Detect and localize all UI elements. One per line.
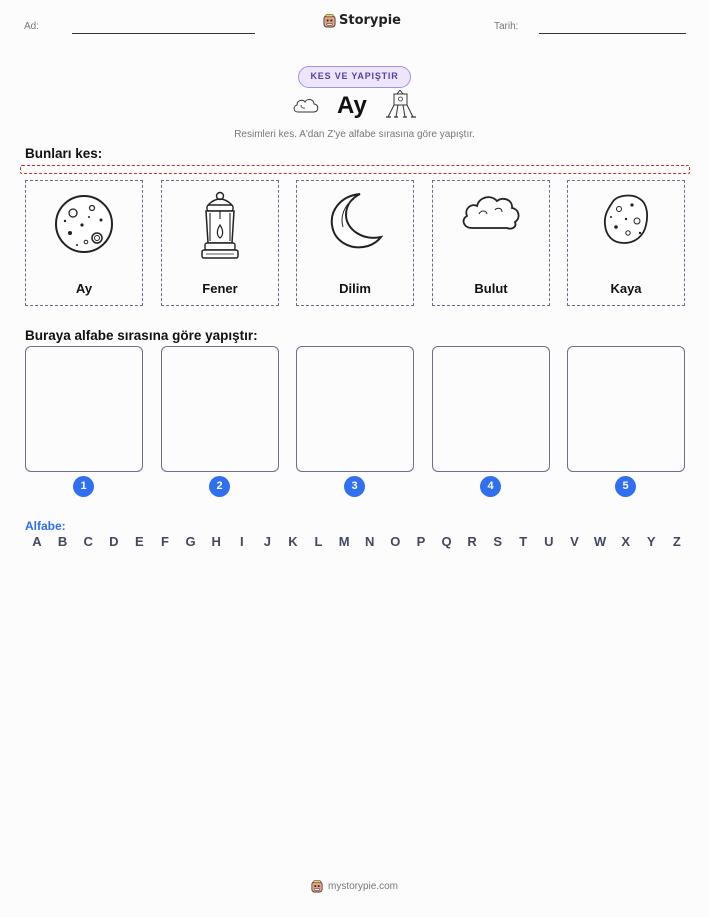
date-label: Tarih: bbox=[494, 21, 519, 32]
alphabet-letter: U bbox=[544, 534, 554, 549]
alphabet-letter: A bbox=[32, 534, 42, 549]
cut-card-bulut[interactable] bbox=[432, 180, 550, 306]
alphabet-letter: V bbox=[570, 534, 579, 549]
activity-badge: KES VE YAPIŞTIR bbox=[298, 66, 411, 88]
cut-card-kaya[interactable] bbox=[567, 180, 685, 306]
footer-url[interactable]: mystorypie.com bbox=[327, 881, 398, 892]
alphabet-letter: E bbox=[135, 534, 144, 549]
alphabet-letter: R bbox=[467, 534, 477, 549]
alphabet-letter: B bbox=[57, 534, 68, 549]
card-label: Fener bbox=[202, 281, 238, 296]
alphabet-letter: Z bbox=[672, 534, 681, 549]
card-label: Dilim bbox=[339, 281, 371, 296]
alphabet-letter: L bbox=[314, 534, 323, 549]
number-badge-1: 1 bbox=[73, 476, 94, 497]
number-badge-2: 2 bbox=[209, 476, 230, 497]
alphabet-letter: J bbox=[263, 534, 271, 549]
brand-name: Storypie bbox=[339, 13, 401, 28]
card-label: Kaya bbox=[610, 281, 642, 296]
alphabet-letter: O bbox=[390, 534, 401, 549]
alphabet-letter: N bbox=[365, 534, 375, 549]
worksheet-header bbox=[0, 0, 709, 50]
paste-box-5[interactable] bbox=[567, 346, 685, 472]
page-title: Ay bbox=[337, 92, 367, 119]
alphabet-letter: I bbox=[239, 534, 244, 549]
number-badge-4: 4 bbox=[480, 476, 501, 497]
cut-card-ay[interactable] bbox=[25, 180, 143, 306]
instructions: Resimleri kes. A'dan Z'ye alfabe sırasına göre yapıştır. bbox=[234, 129, 475, 140]
alphabet-letter: P bbox=[416, 534, 426, 549]
alphabet-letter: C bbox=[83, 534, 93, 549]
moon-planet-icon bbox=[53, 193, 115, 255]
paste-section-label: Buraya alfabe sırasına göre yapıştır: bbox=[25, 328, 258, 343]
footer bbox=[0, 880, 709, 893]
name-line bbox=[72, 33, 255, 34]
brand-logo bbox=[323, 13, 401, 28]
lunar-lander-icon bbox=[385, 90, 417, 120]
alphabet-letter: S bbox=[493, 534, 503, 549]
alphabet-letter: X bbox=[621, 534, 630, 549]
mascot-icon bbox=[323, 14, 336, 28]
alphabet-letter: T bbox=[519, 534, 528, 549]
alphabet-label: Alfabe: bbox=[25, 519, 66, 533]
cut-section-label: Bunları kes: bbox=[25, 146, 103, 161]
alphabet-letter: M bbox=[338, 534, 350, 549]
paste-box-4[interactable] bbox=[432, 346, 550, 472]
alphabet-letter: G bbox=[185, 534, 196, 549]
cut-card-fener[interactable] bbox=[161, 180, 279, 306]
paste-box-3[interactable] bbox=[296, 346, 414, 472]
cut-card-dilim[interactable] bbox=[296, 180, 414, 306]
rock-icon bbox=[602, 191, 650, 247]
lantern-icon bbox=[196, 191, 244, 267]
alphabet-letter: Q bbox=[441, 534, 452, 549]
crescent-moon-icon bbox=[326, 191, 384, 251]
title-row bbox=[0, 90, 709, 124]
cut-line bbox=[20, 165, 690, 174]
alphabet-row bbox=[27, 534, 687, 549]
alphabet-letter: F bbox=[160, 534, 169, 549]
name-label: Ad: bbox=[24, 21, 40, 32]
alphabet-letter: W bbox=[593, 534, 607, 549]
paste-box-2[interactable] bbox=[161, 346, 279, 472]
alphabet-letter: K bbox=[288, 534, 298, 549]
card-label: Bulut bbox=[474, 281, 508, 296]
alphabet-letter: H bbox=[211, 534, 221, 549]
cloud-moon-icon bbox=[292, 95, 320, 117]
date-line bbox=[539, 33, 686, 34]
cloud-icon bbox=[459, 190, 523, 236]
number-badge-5: 5 bbox=[615, 476, 636, 497]
alphabet-letter: Y bbox=[646, 534, 656, 549]
card-label: Ay bbox=[75, 281, 93, 296]
alphabet-letter: D bbox=[109, 534, 119, 549]
paste-box-1[interactable] bbox=[25, 346, 143, 472]
mascot-icon bbox=[311, 880, 323, 893]
number-badge-3: 3 bbox=[344, 476, 365, 497]
